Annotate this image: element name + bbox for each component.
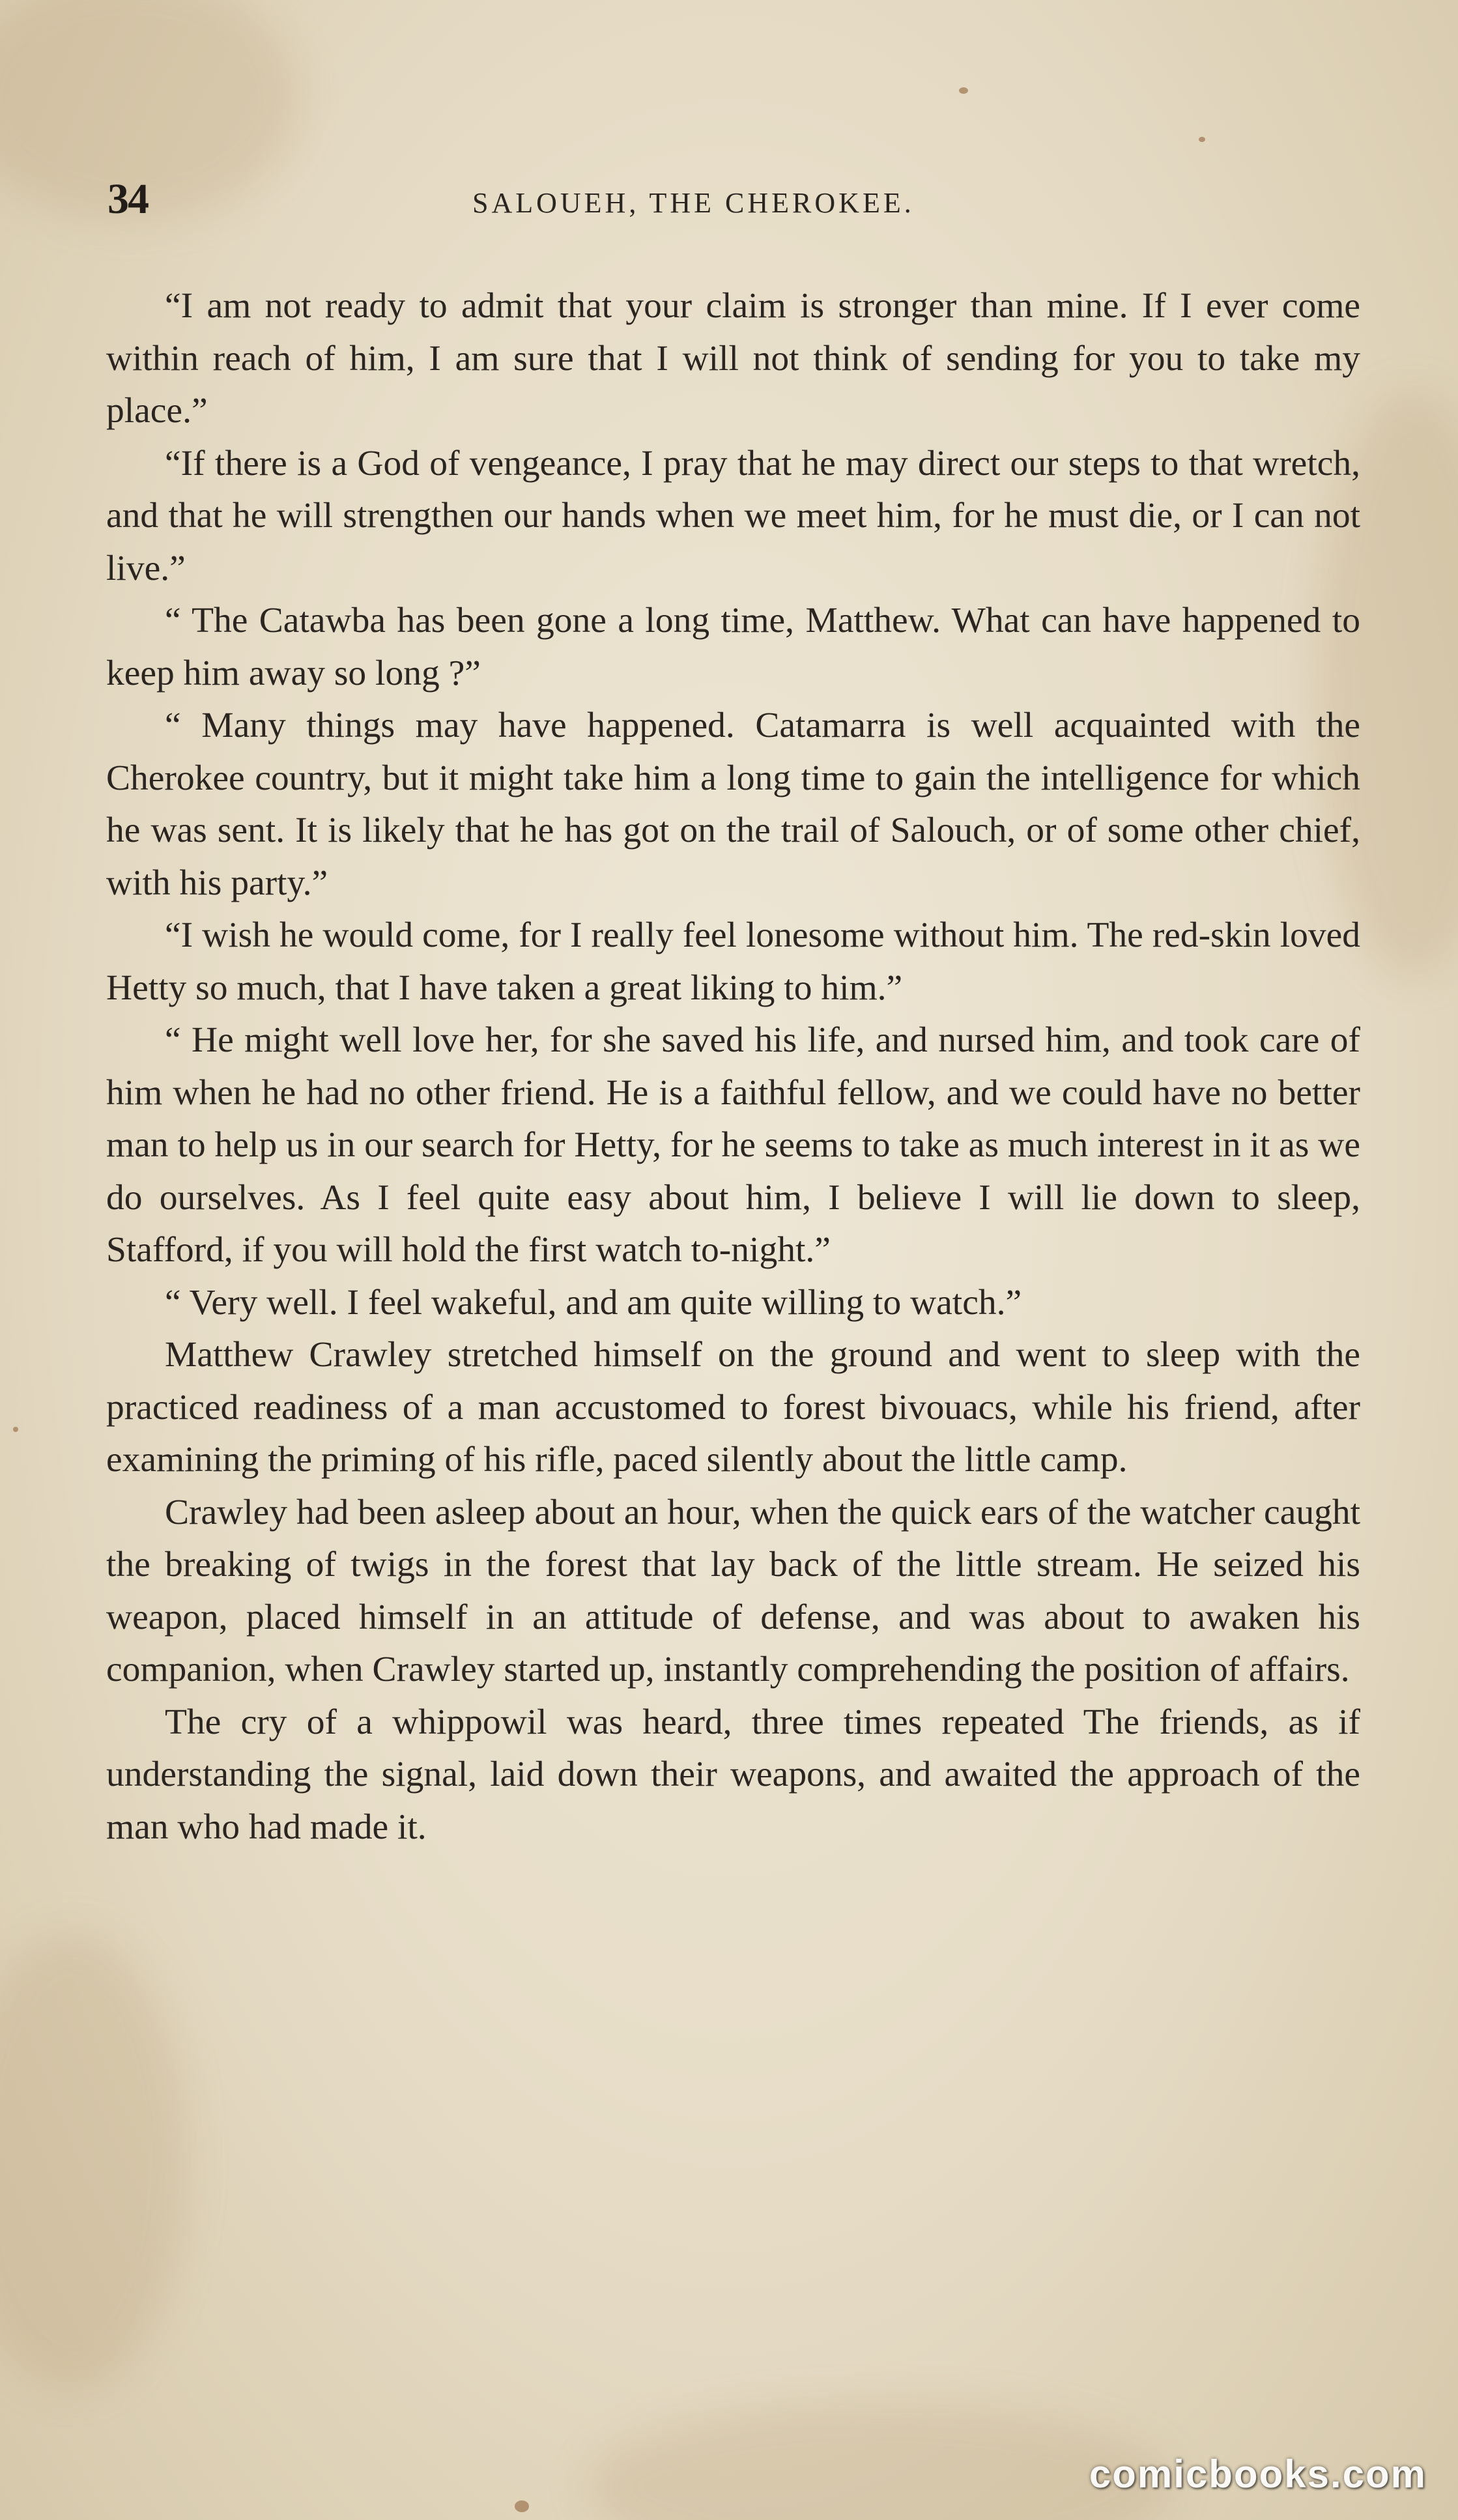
paragraph: Crawley had been asleep about an hour, when the quick ears of the watcher caught the breaking of twigs in the forest that lay back of the little stream. He seized his weapon, placed himself in an attitude of defense, and was about to awaken his companion, when Crawley started up, instantly comprehending the position of affairs. (106, 1492, 1360, 1689)
paper-speck (959, 87, 968, 94)
paragraph: “ Very well. I feel wakeful, and am quite willing to watch.” (165, 1282, 1022, 1323)
running-head: SALOUEH, THE CHEROKEE. (472, 187, 915, 219)
paper-speck (515, 2500, 529, 2512)
body-text (106, 280, 1360, 1854)
paragraph: “If there is a God of vengeance, I pray that he may direct our steps to that wretch, and that he will strengthen our hands when we meet him, for he must die, or I can not live.” (106, 443, 1360, 588)
paragraph: Matthew Crawley stretched himself on the ground and went to sleep with the practiced readiness of a man accustomed to forest bivouacs, while his friend, after examining the priming of his rifle, paced silently about the little camp. (106, 1335, 1360, 1480)
paper-stain (0, 1934, 189, 2390)
page-number: 34 (107, 175, 148, 223)
watermark-text: comicbooks.com (1089, 2452, 1427, 2496)
paragraph: “I wish he would come, for I really feel lonesome without him. The red-skin loved Hetty so much, that I have taken a great liking to him.” (106, 915, 1360, 1008)
paragraph: “ Many things may have happened. Catamarra is well acquainted with the Cherokee country, but it might take him a long time to gain the intelligence for which he was sent. It is likely that he has got on the trail of Salouch, or of some other chief, with his party.” (106, 706, 1360, 903)
paper-speck (1199, 137, 1205, 142)
paragraph: “ The Catawba has been gone a long time, Matthew. What can have happened to keep him away so long ?” (106, 601, 1360, 693)
paragraph: “I am not ready to admit that your claim is stronger than mine. If I ever come within reach of him, I am sure that I will not think of sending for you to take my place.” (106, 286, 1360, 431)
paper-speck (13, 1427, 18, 1432)
paragraph: The cry of a whippowil was heard, three times repeated The friends, as if understanding the signal, laid down their weapons, and awaited the approach of the man who had made it. (106, 1702, 1360, 1847)
paper-stain (586, 2403, 1173, 2520)
paragraph: “ He might well love her, for she saved his life, and nursed him, and took care of him when he had no other friend. He is a faithful fellow, and we could have no better man to help us in our search for Hetty, for he seems to take as much interest in it as we do ourselves. As I feel quite easy about him, I believe I will lie down to sleep, Stafford, if you will hold the first watch to-night.” (106, 1020, 1360, 1270)
page-header (107, 175, 1368, 233)
